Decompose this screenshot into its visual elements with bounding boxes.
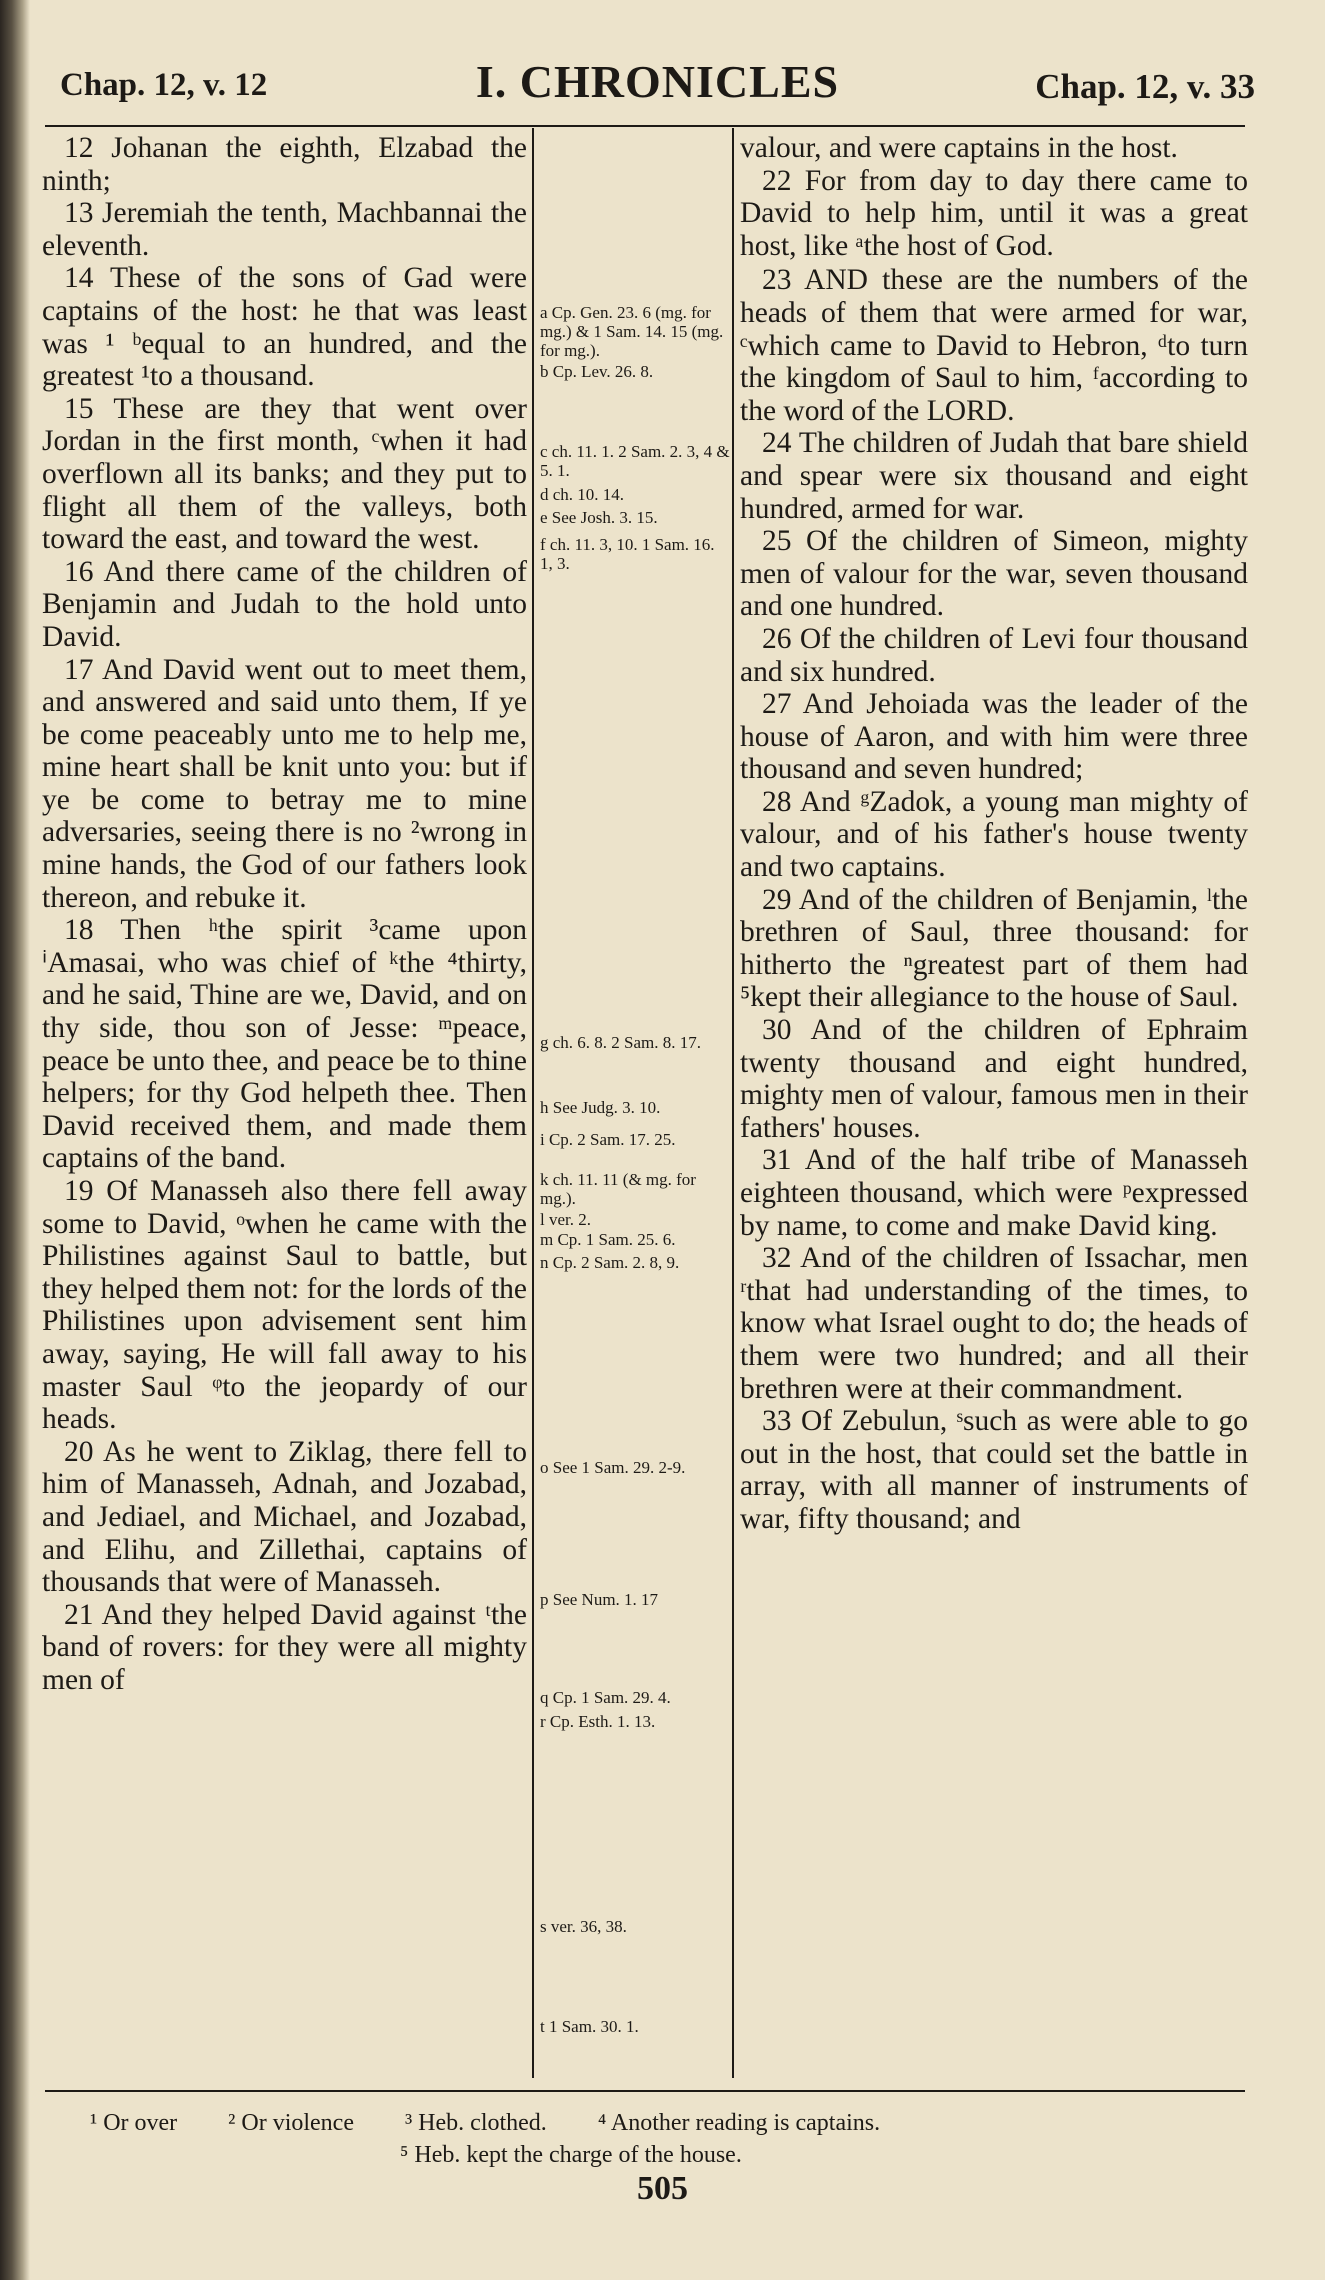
margin-note-h: h See Judg. 3. 10.: [540, 1098, 661, 1117]
margin-note-q: q Cp. 1 Sam. 29. 4.: [540, 1688, 671, 1707]
left-text-column: [42, 132, 527, 1697]
margin-note-k: k ch. 11. 11 (& mg. for mg.).: [540, 1170, 696, 1208]
verse-17: 17 And David went out to meet them, and answered and said unto them, If ye be come peaceably unto me to help me, mine heart shall be knit unto you: but if ye be come to betray me to mine adversaries, seeing there is no ²wrong in mine hands, the God of our fathers look thereon, and rebuke it.: [42, 653, 527, 914]
footnote-line-2: [400, 2142, 742, 2169]
verse-19: 19 Of Manasseh also there fell away some to David, ᵒwhen he came with the Philistines against Saul to battle, but they helped them not: for the lords of the Philistines upon advisement sent him away, saying, He will fall away to his master Saul ᵠto the jeopardy of our heads.: [42, 1175, 527, 1436]
margin-note-i: i Cp. 2 Sam. 17. 25.: [540, 1130, 676, 1149]
verse-12: 12 Johanan the eighth, Elzabad the ninth;: [42, 132, 527, 197]
margin-note-b: b Cp. Lev. 26. 8.: [540, 362, 654, 381]
header-left-reference: Chap. 12, v. 12: [60, 67, 268, 103]
margin-note-l: l ver. 2.: [540, 1210, 591, 1229]
margin-note-m: m Cp. 1 Sam. 25. 6.: [540, 1230, 676, 1249]
margin-note-n: n Cp. 2 Sam. 2. 8, 9.: [540, 1253, 680, 1272]
header-right-reference: Chap. 12, v. 33: [1035, 67, 1255, 106]
margin-note-t: t 1 Sam. 30. 1.: [540, 2017, 639, 2036]
verse-13: 13 Jeremiah the tenth, Machbannai the eleventh.: [42, 197, 527, 262]
verse-24: 24 The children of Judah that bare shield and spear were six thousand and eight hundred, armed for war.: [740, 427, 1248, 525]
verse-16: 16 And there came of the children of Benjamin and Judah to the hold unto David.: [42, 555, 527, 653]
verse-31: 31 And of the half tribe of Manasseh eighteen thousand, which were ᵖexpressed by name, to come and make David king.: [740, 1144, 1248, 1242]
footnote-5: ⁵ Heb. kept the charge of the house.: [400, 2142, 742, 2168]
verse-20: 20 As he went to Ziklag, there fell to him of Manasseh, Adnah, and Jozabad, and Jediael, and Michael, and Jozabad, and Elihu, and Zillethai, captains of thousands that were of Manasseh.: [42, 1435, 527, 1599]
footnote-2: ² Or violence: [228, 2110, 354, 2136]
header-rule: [45, 125, 1245, 127]
column-divider-right: [732, 128, 734, 2078]
page-number: 505: [637, 2170, 688, 2207]
margin-note-f: f ch. 11. 3, 10. 1 Sam. 16. 1, 3.: [540, 535, 715, 573]
verse-28: 28 And ᵍZadok, a young man mighty of valour, and of his father's house twenty and two captains.: [740, 785, 1248, 884]
margin-note-g: g ch. 6. 8. 2 Sam. 8. 17.: [540, 1033, 702, 1052]
verse-21-continued: valour, and were captains in the host.: [740, 132, 1178, 164]
book-title: I. CHRONICLES: [475, 56, 840, 107]
book-binding-shadow: [0, 0, 30, 2280]
verse-27: 27 And Jehoiada was the leader of the house of Aaron, and with him were three thousand and seven hundred;: [740, 688, 1248, 786]
verse-30: 30 And of the children of Ephraim twenty thousand and eight hundred, mighty men of valour, famous men in their fathers' houses.: [740, 1014, 1248, 1144]
margin-note-o: o See 1 Sam. 29. 2-9.: [540, 1458, 686, 1477]
margin-note-s: s ver. 36, 38.: [540, 1917, 627, 1936]
verse-29: 29 And of the children of Benjamin, ˡthe brethren of Saul, three thousand: for hitherto the ⁿgreatest part of them had ⁵kept their allegiance to the house of Saul.: [740, 883, 1248, 1014]
column-divider-left: [532, 128, 534, 2078]
verse-14: 14 These of the sons of Gad were captains of the host: he that was least was ¹ ᵇequal to an hundred, and the greatest ¹to a thousand.: [42, 262, 527, 393]
margin-note-c: c ch. 11. 1. 2 Sam. 2. 3, 4 & 5. 1.: [540, 442, 730, 480]
verse-15: 15 These are they that went over Jordan in the first month, ᶜwhen it had overflown all its banks; and they put to flight all them of the valleys, both toward the east, and toward the west.: [42, 392, 527, 556]
verse-21: 21 And they helped David against ᵗthe band of rovers: for they were all mighty men of: [42, 1598, 527, 1696]
right-text-column: [740, 132, 1248, 1536]
margin-note-a: a Cp. Gen. 23. 6 (mg. for mg.) & 1 Sam. 14. 15 (mg. for mg.).: [540, 303, 724, 360]
margin-note-d: d ch. 10. 14.: [540, 485, 625, 504]
verse-32: 32 And of the children of Issachar, men ʳthat had understanding of the times, to know what Israel ought to do; the heads of them were two hundred; and all their brethren were at their commandment.: [740, 1242, 1248, 1405]
verse-23: 23 AND these are the numbers of the heads of them that were armed for war, ᶜwhich came to David to Hebron, ᵈto turn the kingdom of Saul to him, ᶠaccording to the word of the LORD.: [740, 264, 1248, 427]
verse-33: 33 Of Zebulun, ˢsuch as were able to go out in the host, that could set the battle in array, with all manner of instruments of war, fifty thousand; and: [740, 1405, 1248, 1535]
footnote-line-1: [90, 2110, 925, 2137]
margin-note-p: p See Num. 1. 17: [540, 1590, 659, 1609]
verse-26: 26 Of the children of Levi four thousand and six hundred.: [740, 622, 1248, 688]
footnote-rule: [45, 2090, 1245, 2092]
margin-note-e: e See Josh. 3. 15.: [540, 508, 658, 527]
running-header: [60, 55, 1255, 125]
footnote-1: ¹ Or over: [90, 2110, 178, 2136]
footnote-3: ³ Heb. clothed.: [404, 2110, 547, 2136]
margin-note-r: r Cp. Esth. 1. 13.: [540, 1712, 656, 1731]
verse-22: 22 For from day to day there came to David to help him, until it was a great host, like ᵃthe host of God.: [740, 164, 1248, 262]
verse-18: 18 Then ʰthe spirit ³came upon ⁱAmasai, who was chief of ᵏthe ⁴thirty, and he said, Thine are we, David, and on thy side, thou son of Jesse: ᵐpeace, peace be unto thee, and peace be to thine helpers; for thy God helpeth thee. Then David received them, and made them captains of the band.: [42, 914, 527, 1175]
verse-25: 25 Of the children of Simeon, mighty men of valour for the war, seven thousand and one hundred.: [740, 525, 1248, 623]
footnote-4: ⁴ Another reading is captains.: [597, 2110, 881, 2136]
